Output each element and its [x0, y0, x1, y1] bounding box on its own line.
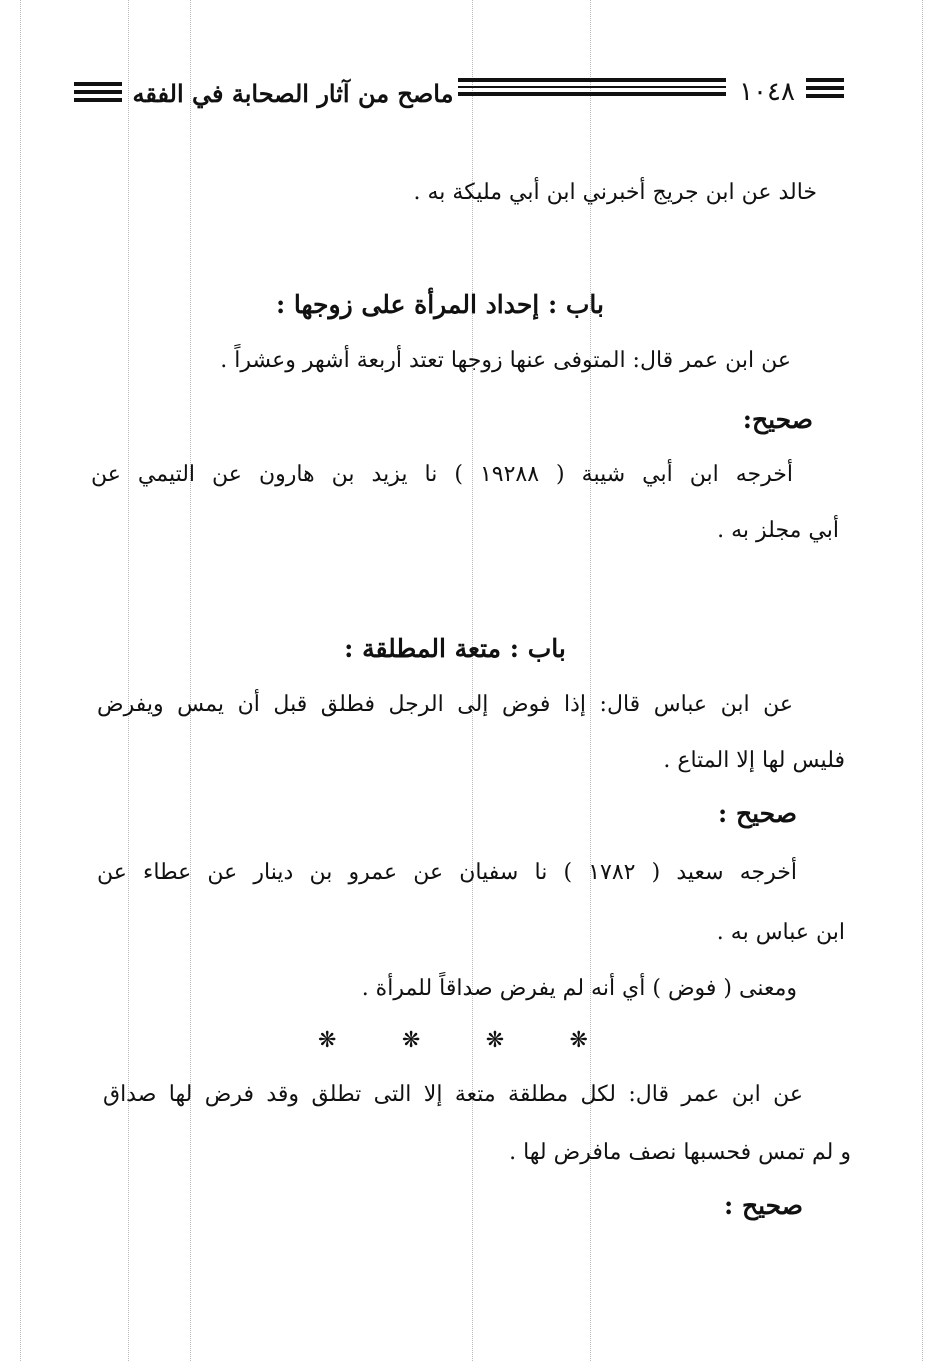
grading-label: صحيح:: [742, 405, 813, 434]
text-line: ابن عباس به .: [716, 920, 845, 945]
grading-label: صحيح :: [724, 1191, 803, 1220]
text-line: عن ابن عمر قال: لكل مطلقة متعة إلا التى تطلق وقد فرض لها صداق: [103, 1082, 803, 1107]
scan-artifact-line: [190, 0, 191, 1361]
grading-label: صحيح :: [718, 799, 797, 828]
running-header: [74, 72, 844, 116]
scan-artifact-line: [922, 0, 923, 1361]
text-line: عن ابن عمر قال: المتوفى عنها زوجها تعتد أربعة أشهر وعشراً .: [220, 348, 791, 373]
section-heading-mourning: باب : إحداد المرأة على زوجها :: [275, 290, 604, 319]
text-line: ومعنى ( فوض ) أي أنه لم يفرض صداقاً للمرأة .: [361, 976, 797, 1001]
header-rule-right: [806, 78, 844, 106]
text-line: أخرجه ابن أبي شيبة ( ١٩٢٨٨ ) نا يزيد بن هارون عن التيمي عن: [91, 462, 793, 487]
header-rule-left: [74, 82, 122, 110]
scan-artifact-line: [20, 0, 21, 1361]
asterism-icon: ❋: [318, 1028, 337, 1053]
asterism-icon: ❋: [569, 1028, 588, 1053]
text-line: خالد عن ابن جريج أخبرني ابن أبي مليكة به .: [413, 180, 817, 205]
asterism-icon: ❋: [401, 1028, 421, 1053]
text-line: أخرجه سعيد ( ١٧٨٢ ) نا سفيان عن عمرو بن دينار عن عطاء عن: [97, 860, 798, 885]
section-heading-divorcee-gift: باب : متعة المطلقة :: [344, 634, 566, 663]
text-line: و لم تمس فحسبها نصف مافرض لها .: [509, 1140, 851, 1165]
section-separator: [318, 1026, 588, 1056]
page-number: ١٠٤٨: [739, 77, 795, 107]
header-rule-middle: [458, 78, 726, 106]
scan-artifact-line: [128, 0, 129, 1361]
asterism-icon: ❋: [485, 1028, 505, 1053]
text-line: فليس لها إلا المتاع .: [663, 748, 845, 773]
text-line: عن ابن عباس قال: إذا فوض إلى الرجل فطلق قبل أن يمس ويفرض: [97, 692, 793, 717]
book-title: ماصح من آثار الصحابة في الفقه: [132, 79, 454, 108]
text-line: أبي مجلز به .: [717, 518, 839, 543]
